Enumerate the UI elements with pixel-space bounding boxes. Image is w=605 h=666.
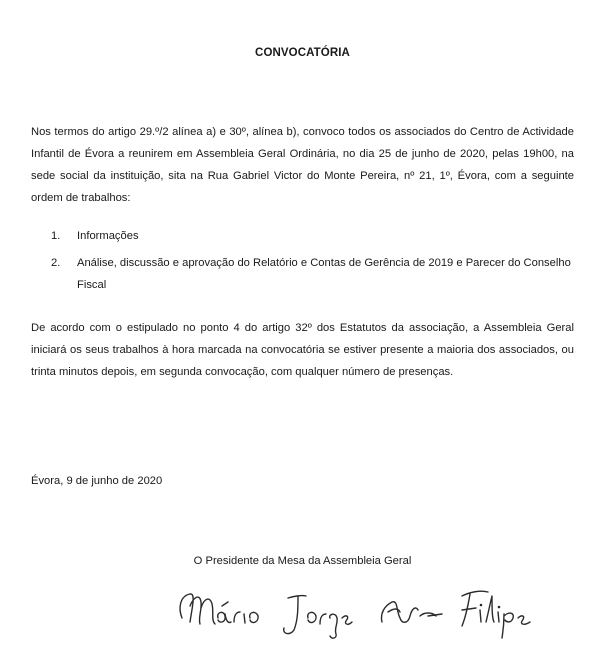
agenda-item-text: Análise, discussão e aprovação do Relatório e Contas de Gerência de 2019 e Parecer do Conselho Fiscal bbox=[77, 257, 571, 291]
agenda-item-number: 2. bbox=[51, 257, 61, 269]
document-title: CONVOCATÓRIA bbox=[255, 47, 350, 59]
convocation-paragraph: Nos termos do artigo 29.º/2 alínea a) e 30º, alínea b), convoco todos os associados do Centro de Actividade Infantil de Évora a reunirem em Assembleia Geral Ordinária, no dia 25 de junho de 2020, pelas 19h00, na sede social da instituição, sita na Rua Gabriel Victor do Monte Pereira, nº 21, 1º, Évora, com a seguinte ordem de trabalhos: bbox=[31, 126, 574, 204]
agenda-item-text: Informações bbox=[77, 230, 139, 242]
signatory-title: O Presidente da Mesa da Assembleia Geral bbox=[193, 555, 412, 567]
agenda-item bbox=[51, 225, 571, 247]
place-date: Évora, 9 de junho de 2020 bbox=[31, 475, 163, 487]
agenda-list bbox=[51, 225, 571, 301]
agenda-item bbox=[51, 252, 571, 296]
quorum-paragraph: De acordo com o estipulado no ponto 4 do artigo 32º dos Estatutos da associação, a Assembleia Geral iniciará os seus trabalhos à hora marcada na convocatória se estiver presente a maioria dos associados, ou trinta minutos depois, em segunda convocação, com qualquer número de presenças. bbox=[31, 322, 574, 378]
handwritten-signature bbox=[170, 578, 550, 648]
agenda-item-number: 1. bbox=[51, 230, 61, 242]
